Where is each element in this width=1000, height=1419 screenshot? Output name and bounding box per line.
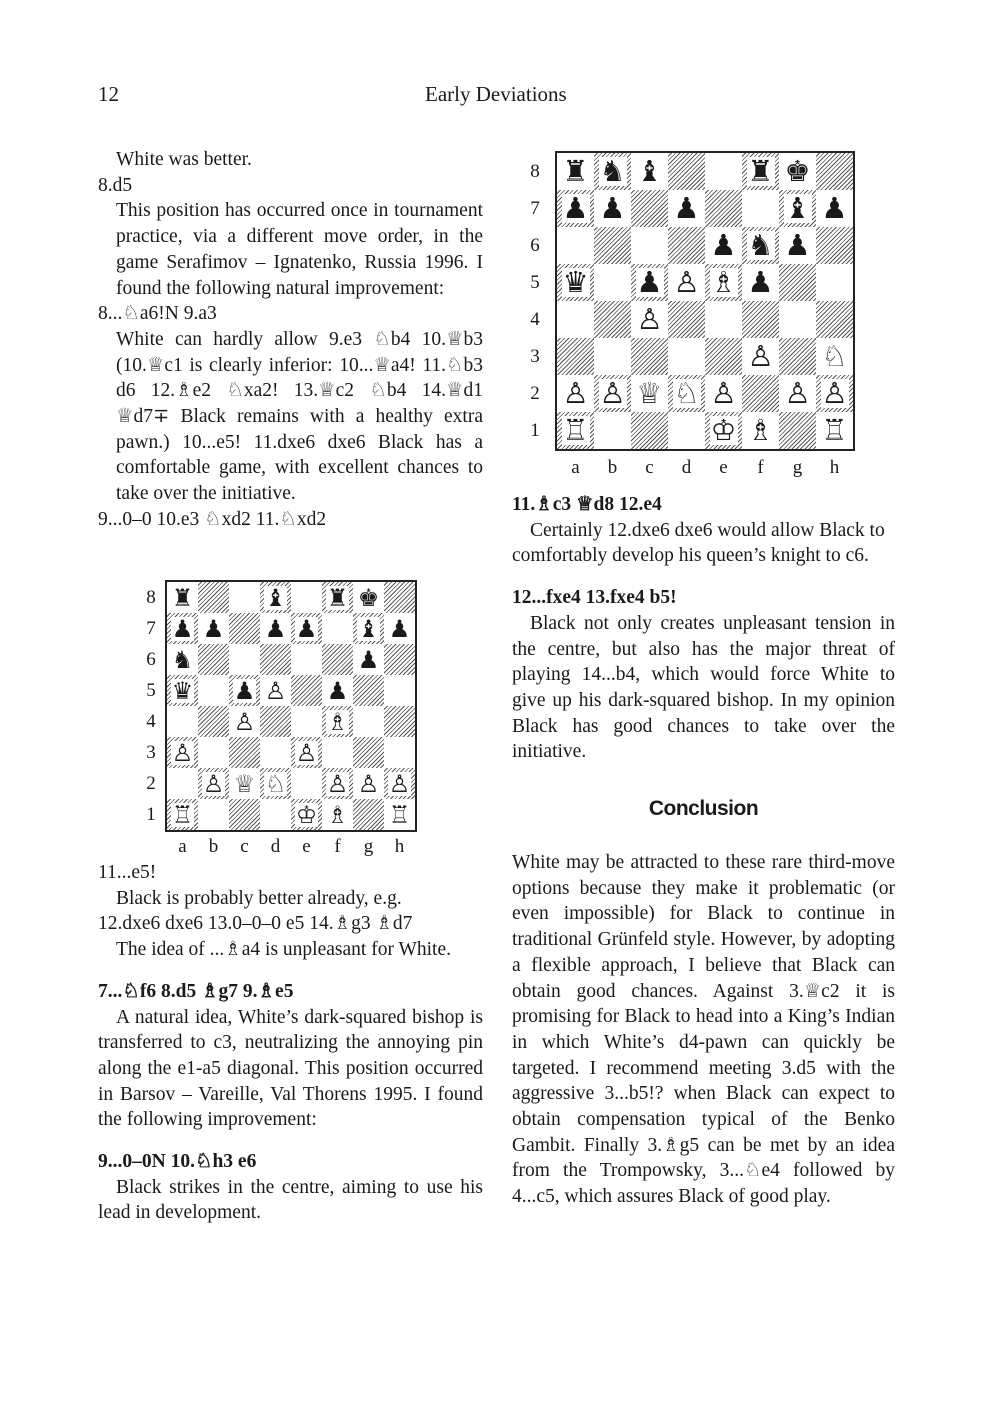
chess-piece-icon: ♙ [821,376,848,410]
square-g1 [779,412,816,449]
paragraph: Black strikes in the centre, aiming to use his lead in development. [98,1176,483,1224]
move-line: 8.d5 [98,174,133,196]
square-e6 [705,227,742,264]
square-d3 [668,338,705,375]
chess-piece-icon: ♗ [747,413,774,447]
paragraph: White was better. [116,149,252,170]
move-line: 9...0–0N 10.♘h3 e6 [98,1151,257,1173]
chess-piece-icon: ♟ [747,265,774,299]
move-line: 12...fxe4 13.fxe4 b5! [512,587,677,609]
paragraph: Black not only creates unpleasant tension in the centre, but also has the major threat of playing 14...b4, which would force White to give up his dark-squared bishop. In my opinion Black has good chances to take over the initiative. [512,612,895,763]
square-g4 [353,706,384,737]
square-c7 [229,613,260,644]
square-a3 [557,338,594,375]
chess-piece-icon: ♟ [171,614,194,643]
square-c2 [631,375,668,412]
rank-label: 8 [146,586,156,608]
rank-label: 2 [146,772,156,794]
chess-piece-icon: ♟ [784,228,811,262]
file-label: e [302,836,311,857]
square-c4 [229,706,260,737]
square-e3 [291,737,322,768]
square-g1 [353,799,384,830]
rank-label: 5 [146,679,156,701]
chess-piece-icon: ♕ [636,376,663,410]
file-label: d [681,457,692,478]
chess-piece-icon: ♜ [747,154,774,188]
move-line: 8...♘a6!N 9.a3 [98,303,217,325]
rank-label: 1 [530,419,540,441]
chess-piece-icon: ♟ [821,191,848,225]
square-e1 [291,799,322,830]
square-g4 [779,301,816,338]
move-line: 7...♘f6 8.d5 ♗g7 9.♗e5 [98,980,294,1002]
chess-piece-icon: ♗ [326,800,349,829]
square-d1 [260,799,291,830]
square-h5 [384,675,415,706]
square-d7 [260,613,291,644]
chess-piece-icon: ♝ [357,614,380,643]
square-g2 [353,768,384,799]
square-c4 [631,301,668,338]
chess-piece-icon: ♞ [747,228,774,262]
left-column-top [98,147,483,533]
square-d1 [668,412,705,449]
rank-label: 7 [146,617,156,639]
square-c8 [631,153,668,190]
spacer [512,569,895,585]
square-d2 [668,375,705,412]
file-label: e [719,457,728,478]
chess-piece-icon: ♝ [636,154,663,188]
square-g8 [353,582,384,613]
file-label: c [645,457,654,478]
move-line: 11.♗c3 ♕d8 12.e4 [512,494,662,515]
chess-piece-icon: ♙ [202,769,225,798]
square-h3 [816,338,853,375]
spacer [98,963,483,979]
file-label: a [571,457,580,478]
square-g8 [779,153,816,190]
square-f8 [322,582,353,613]
square-d7 [668,190,705,227]
chess-piece-icon: ♟ [202,614,225,643]
square-d2 [260,768,291,799]
square-h2 [384,768,415,799]
square-a2 [167,768,198,799]
square-e7 [291,613,322,644]
file-label: f [334,836,341,857]
rank-label: 1 [146,803,156,825]
square-c3 [229,737,260,768]
chess-piece-icon: ♗ [326,707,349,736]
square-a7 [167,613,198,644]
chess-piece-icon: ♞ [599,154,626,188]
square-b5 [594,264,631,301]
chess-piece-icon: ♙ [636,302,663,336]
square-g7 [353,613,384,644]
square-e3 [705,338,742,375]
square-f4 [322,706,353,737]
square-b2 [198,768,229,799]
square-c6 [631,227,668,264]
chess-piece-icon: ♟ [710,228,737,262]
file-label: f [757,457,764,478]
square-f7 [742,190,779,227]
square-f6 [742,227,779,264]
square-h1 [384,799,415,830]
chess-piece-icon: ♟ [295,614,318,643]
file-label: h [394,836,405,857]
square-a6 [167,644,198,675]
chess-piece-icon: ♔ [710,413,737,447]
square-h7 [384,613,415,644]
square-d6 [260,644,291,675]
file-label: g [363,836,374,857]
square-e2 [705,375,742,412]
square-e5 [705,264,742,301]
square-c5 [631,264,668,301]
square-f1 [742,412,779,449]
square-h4 [384,706,415,737]
rank-label: 4 [146,710,156,732]
chess-piece-icon: ♙ [784,376,811,410]
square-b2 [594,375,631,412]
square-f6 [322,644,353,675]
square-a2 [557,375,594,412]
file-label: h [829,457,840,478]
square-b4 [198,706,229,737]
right-column-text [512,492,895,765]
paragraph: This position has occurred once in tournament practice, via a different move order, in the game Serafimov – Ignatenko, Russia 1996. I found the following natural improvement: [116,200,483,299]
chess-diagram-2 [555,151,855,451]
chess-piece-icon: ♙ [747,339,774,373]
chess-piece-icon: ♕ [233,769,256,798]
square-a5 [557,264,594,301]
chess-piece-icon: ♘ [673,376,700,410]
square-a1 [557,412,594,449]
square-b1 [594,412,631,449]
chess-diagram-1 [165,580,417,832]
square-b5 [198,675,229,706]
square-f7 [322,613,353,644]
square-e4 [705,301,742,338]
square-c5 [229,675,260,706]
move-line: 12.dxe6 dxe6 13.0–0–0 e5 14.♗g3 ♗d7 [98,913,413,935]
square-c2 [229,768,260,799]
square-a7 [557,190,594,227]
chess-piece-icon: ♟ [326,676,349,705]
rank-label: 3 [530,345,540,367]
square-g5 [353,675,384,706]
chess-piece-icon: ♔ [295,800,318,829]
conclusion-text: White may be attracted to these rare third-move options because they make it problematic (or even impossible) for Black to continue in traditional Grünfeld style. However, by adopting a flexible approach, I believe that Black can obtain good chances. Against 3.♕c2 it is promising for Black to head into a King’s Indian in which White’s d4-pawn can quickly be targeted. I recommend meeting 3.d5 with the aggressive 3...b5!? when Black can expect to obtain compensation typical of the Benko Gambit. Finally 3.♗g5 can be met by an idea from the Trompowsky, 3...♘e4 followed by 4...c5, which assures Black of good play. [512,852,895,1208]
chess-piece-icon: ♙ [599,376,626,410]
square-b8 [594,153,631,190]
chess-piece-icon: ♟ [388,614,411,643]
chess-piece-icon: ♝ [264,583,287,612]
rank-label: 8 [530,160,540,182]
chess-piece-icon: ♘ [821,339,848,373]
square-d8 [260,582,291,613]
square-g3 [353,737,384,768]
square-b4 [594,301,631,338]
square-g6 [353,644,384,675]
chess-piece-icon: ♖ [171,800,194,829]
move-line: 11...e5! [98,862,157,883]
square-f3 [742,338,779,375]
square-c7 [631,190,668,227]
chess-piece-icon: ♖ [388,800,411,829]
square-d3 [260,737,291,768]
chess-piece-icon: ♙ [295,738,318,767]
square-h6 [384,644,415,675]
square-b8 [198,582,229,613]
square-a1 [167,799,198,830]
square-c1 [229,799,260,830]
square-d4 [260,706,291,737]
square-e8 [705,153,742,190]
square-a4 [167,706,198,737]
square-b6 [198,644,229,675]
square-c3 [631,338,668,375]
square-f4 [742,301,779,338]
square-a4 [557,301,594,338]
chess-piece-icon: ♛ [171,676,194,705]
rank-label: 6 [146,648,156,670]
square-g2 [779,375,816,412]
square-a8 [557,153,594,190]
chess-piece-icon: ♙ [264,676,287,705]
square-h4 [816,301,853,338]
square-a8 [167,582,198,613]
square-g3 [779,338,816,375]
rank-label: 2 [530,382,540,404]
square-e7 [705,190,742,227]
square-c8 [229,582,260,613]
square-a6 [557,227,594,264]
square-f3 [322,737,353,768]
rank-label: 7 [530,197,540,219]
file-label: b [208,836,219,857]
square-f5 [322,675,353,706]
chess-piece-icon: ♝ [784,191,811,225]
chess-piece-icon: ♙ [171,738,194,767]
chess-piece-icon: ♙ [326,769,349,798]
chess-piece-icon: ♛ [562,265,589,299]
square-h5 [816,264,853,301]
left-column-bottom [98,860,483,1226]
square-g5 [779,264,816,301]
square-c6 [229,644,260,675]
page-number: 12 [98,82,119,106]
chess-piece-icon: ♟ [673,191,700,225]
chess-piece-icon: ♟ [233,676,256,705]
chess-piece-icon: ♙ [673,265,700,299]
square-d8 [668,153,705,190]
square-f1 [322,799,353,830]
file-label: g [792,457,803,478]
paragraph: Black is probably better already, e.g. [116,887,402,909]
chess-piece-icon: ♗ [710,265,737,299]
chess-piece-icon: ♙ [562,376,589,410]
square-c1 [631,412,668,449]
paragraph: Certainly 12.dxe6 dxe6 would allow Black to comfortably develop his queen’s knight to c6. [512,519,885,567]
square-f5 [742,264,779,301]
square-f2 [322,768,353,799]
chess-piece-icon: ♟ [636,265,663,299]
chess-piece-icon: ♙ [357,769,380,798]
paragraph: White can hardly allow 9.e3 ♘b4 10.♕b3 (10.♕c1 is clearly inferior: 10...♕a4! 11.♘b3 d6 12.♗e2 ♘xa2! 13.♕c2 ♘b4 14.♕d1 ♕d7∓ Black remains with a healthy extra pawn.) 10...e5! 11.dxe6 dxe6 Black has a comfortable game, with excellent chances to take over the initiative. [116,328,483,505]
chess-piece-icon: ♟ [599,191,626,225]
square-e5 [291,675,322,706]
chess-piece-icon: ♙ [388,769,411,798]
paragraph: The idea of ...♗a4 is unpleasant for White. [116,939,451,961]
chess-piece-icon: ♖ [562,413,589,447]
square-f8 [742,153,779,190]
chess-piece-icon: ♚ [357,583,380,612]
chess-piece-icon: ♟ [264,614,287,643]
square-h3 [384,737,415,768]
square-d6 [668,227,705,264]
chess-piece-icon: ♘ [264,769,287,798]
move-line: 9...0–0 10.e3 ♘xd2 11.♘xd2 [98,508,327,530]
rank-label: 5 [530,271,540,293]
square-d4 [668,301,705,338]
square-d5 [260,675,291,706]
rank-label: 3 [146,741,156,763]
square-e1 [705,412,742,449]
square-b7 [198,613,229,644]
chess-piece-icon: ♙ [710,376,737,410]
square-h2 [816,375,853,412]
square-a5 [167,675,198,706]
square-e2 [291,768,322,799]
chess-piece-icon: ♟ [562,191,589,225]
file-label: b [607,457,618,478]
square-d5 [668,264,705,301]
rank-label: 6 [530,234,540,256]
square-g7 [779,190,816,227]
square-h1 [816,412,853,449]
chess-piece-icon: ♜ [562,154,589,188]
square-b3 [198,737,229,768]
chess-piece-icon: ♖ [821,413,848,447]
chess-piece-icon: ♚ [784,154,811,188]
square-b7 [594,190,631,227]
square-f2 [742,375,779,412]
square-e4 [291,706,322,737]
square-a3 [167,737,198,768]
square-h8 [816,153,853,190]
square-e6 [291,644,322,675]
spacer [98,1133,483,1149]
file-label: a [178,836,187,857]
square-h8 [384,582,415,613]
paragraph: A natural idea, White’s dark-squared bishop is transferred to c3, neutralizing the annoying pin along the e1-a5 diagonal. This position occurred in Barsov – Vareille, Val Thorens 1995. I found the following improvement: [98,1006,483,1131]
chess-piece-icon: ♞ [171,645,194,674]
chess-piece-icon: ♙ [233,707,256,736]
rank-label: 4 [530,308,540,330]
chess-piece-icon: ♜ [171,583,194,612]
file-label: d [270,836,281,857]
file-label: c [240,836,249,857]
square-b3 [594,338,631,375]
square-e8 [291,582,322,613]
running-title: Early Deviations [425,82,567,106]
square-h7 [816,190,853,227]
chess-piece-icon: ♟ [357,645,380,674]
square-h6 [816,227,853,264]
square-g6 [779,227,816,264]
conclusion-heading: Conclusion [648,797,759,820]
square-b1 [198,799,229,830]
chess-piece-icon: ♜ [326,583,349,612]
square-b6 [594,227,631,264]
